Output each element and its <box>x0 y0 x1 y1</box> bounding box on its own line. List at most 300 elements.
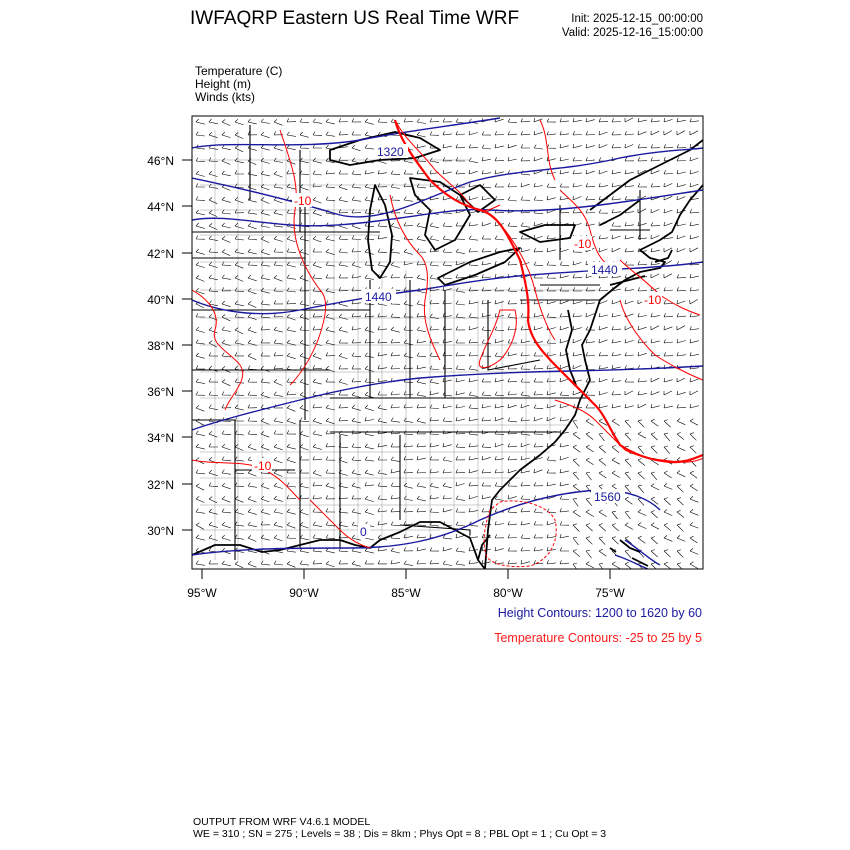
wind-barb <box>248 509 257 514</box>
wind-barb <box>287 314 296 320</box>
wind-barb <box>404 483 413 488</box>
wind-barb <box>300 431 309 437</box>
wind-barb <box>625 262 634 266</box>
wind-barb <box>521 197 530 201</box>
wind-barb <box>469 495 478 499</box>
wind-barb <box>248 145 257 150</box>
wind-barb <box>599 118 608 122</box>
wind-barb <box>261 561 270 565</box>
wind-barb <box>300 456 309 460</box>
wind-barb <box>456 352 465 356</box>
wind-barb <box>547 131 556 135</box>
wind-barb <box>235 340 244 345</box>
wind-barb <box>222 340 231 346</box>
wind-barb <box>651 248 660 252</box>
wind-barb <box>352 418 361 423</box>
wind-barb <box>248 535 256 541</box>
wind-barb <box>274 509 283 514</box>
wind-barb <box>677 131 685 135</box>
wind-barb <box>248 119 257 124</box>
wind-barb <box>404 313 413 317</box>
temperature-contours-legend: Temperature Contours: -25 to 25 by 5 <box>494 631 702 645</box>
wind-barb <box>261 249 270 255</box>
wind-barb <box>339 391 348 395</box>
wind-barb <box>287 522 295 528</box>
wind-barb <box>326 378 335 382</box>
wind-barb <box>573 261 582 265</box>
wind-barb <box>625 196 634 200</box>
wind-barb <box>638 261 647 265</box>
wind-barb <box>300 483 309 488</box>
wind-barb <box>651 131 659 135</box>
wind-barb <box>391 443 400 447</box>
wind-barb <box>430 379 439 384</box>
wind-barb <box>573 498 578 506</box>
wind-barb <box>612 378 621 382</box>
wind-barb <box>274 184 283 189</box>
wind-barb <box>287 495 296 499</box>
wind-barb <box>235 170 244 174</box>
wind-barb <box>586 131 595 135</box>
wind-barb <box>456 274 465 278</box>
wind-barb <box>391 327 400 332</box>
wind-barb <box>560 417 569 421</box>
wind-barb <box>456 131 465 135</box>
wind-barb <box>612 223 621 227</box>
wind-barb <box>638 404 646 408</box>
wind-barb <box>248 288 257 294</box>
wind-barb <box>352 197 361 202</box>
wind-barb <box>391 483 400 487</box>
wind-barb <box>495 483 504 487</box>
wind-barb <box>547 184 556 188</box>
wind-barb <box>560 274 569 278</box>
wind-barb <box>469 378 478 382</box>
wind-barb <box>482 404 491 408</box>
wind-barb <box>274 210 283 215</box>
wind-barb <box>248 379 257 383</box>
wind-barb <box>651 313 660 317</box>
wind-barb <box>443 547 452 551</box>
wind-barb <box>391 548 400 553</box>
wind-barb <box>651 484 659 490</box>
wind-barb <box>339 249 348 253</box>
wind-barb <box>521 431 530 436</box>
wind-barb <box>391 339 400 343</box>
wind-barb <box>443 378 452 382</box>
wind-barb <box>430 326 439 330</box>
wind-barb <box>469 417 478 421</box>
wind-barb <box>352 339 361 343</box>
wind-barb <box>300 236 309 241</box>
wind-barb <box>599 471 606 478</box>
wind-barb <box>339 353 348 359</box>
wind-barb <box>287 249 296 253</box>
wind-barb <box>469 482 478 486</box>
wind-barb <box>209 288 218 292</box>
wind-barb <box>677 196 685 200</box>
wind-barb <box>300 184 308 190</box>
wind-barb <box>222 444 231 450</box>
wind-barb <box>313 275 322 279</box>
wind-barb <box>495 144 504 148</box>
wind-barb <box>430 300 439 304</box>
wind-barb <box>196 171 205 176</box>
wind-barb <box>417 379 426 384</box>
wind-barb <box>690 352 699 356</box>
wind-barb <box>560 170 569 174</box>
wind-barb <box>625 523 633 530</box>
wind-barb <box>391 274 400 278</box>
wind-barb <box>391 249 400 254</box>
lon-label: 75°W <box>595 586 625 600</box>
wind-barb <box>261 483 269 489</box>
wind-barb <box>638 326 647 330</box>
wind-barb <box>196 392 205 396</box>
wind-barb <box>625 248 634 252</box>
wind-barb <box>404 274 413 278</box>
wind-barb <box>196 496 204 502</box>
wind-barb <box>586 170 595 174</box>
wind-barb <box>209 443 218 447</box>
wind-barb <box>209 327 218 333</box>
wind-barb <box>404 508 413 512</box>
wind-barb <box>365 496 374 502</box>
wind-barb <box>469 170 478 174</box>
wind-barb <box>235 457 244 461</box>
wind-barb <box>495 196 504 200</box>
wind-barb <box>300 495 309 499</box>
wind-barb <box>625 365 634 369</box>
wind-barb <box>235 328 243 334</box>
wind-barb <box>482 196 491 200</box>
wind-barb <box>365 482 374 486</box>
wind-barb <box>677 485 683 493</box>
wind-barb <box>222 431 231 435</box>
wind-barb <box>391 508 400 512</box>
wind-barb <box>248 314 257 320</box>
wind-barb <box>313 236 322 242</box>
wind-barb <box>599 549 606 556</box>
wind-barb <box>612 537 619 545</box>
wind-barb <box>677 498 684 506</box>
wind-barb <box>573 339 581 343</box>
wind-barb <box>690 118 699 122</box>
wind-barb <box>209 158 218 162</box>
wind-barb <box>365 275 374 280</box>
wind-barb <box>651 235 659 239</box>
wind-barb <box>482 482 491 486</box>
wind-barb <box>222 120 230 126</box>
wind-barb <box>547 404 556 408</box>
wind-barb <box>196 405 204 411</box>
wind-barb <box>495 456 504 460</box>
wind-barb <box>599 326 608 330</box>
wind-barb <box>313 262 322 268</box>
wind-barb <box>690 562 698 569</box>
wind-barb <box>677 248 685 252</box>
wind-barb <box>365 184 374 189</box>
wind-barb <box>352 470 361 475</box>
wind-barb <box>352 118 361 122</box>
wind-barb <box>196 236 205 240</box>
wind-barb <box>599 433 605 441</box>
wind-barb <box>534 365 543 369</box>
wind-barb <box>651 472 657 480</box>
wind-barb <box>534 157 543 161</box>
wind-barb <box>469 352 478 356</box>
model-info-line2: WE = 310 ; SN = 275 ; Levels = 38 ; Dis = 8km ; Phys Opt = 8 ; PBL Opt = 1 ; Cu Opt = 3 <box>193 828 607 840</box>
wind-barb <box>612 445 619 452</box>
wind-barb <box>469 326 478 330</box>
wind-barb <box>417 275 426 280</box>
wind-barb <box>339 365 348 369</box>
wind-barb <box>664 209 673 213</box>
wind-barb <box>378 508 387 512</box>
wind-barb <box>417 456 426 460</box>
wind-barb <box>326 288 335 293</box>
wind-barb <box>469 196 478 200</box>
wind-barb <box>612 235 621 239</box>
wind-barb <box>352 495 361 499</box>
wind-barb <box>261 496 270 502</box>
wind-barb <box>196 535 205 540</box>
wind-barb <box>261 158 270 163</box>
wind-barb <box>209 560 218 564</box>
wind-barb <box>404 496 413 501</box>
wind-barb <box>391 352 400 356</box>
wind-barb <box>638 352 647 356</box>
wind-barb <box>495 496 504 501</box>
wind-barb <box>248 366 257 370</box>
wind-barb <box>313 535 322 539</box>
wind-barb <box>443 392 452 396</box>
wind-barb <box>677 287 686 291</box>
wind-barb <box>196 509 205 514</box>
wind-barb <box>248 159 256 165</box>
wind-barb <box>599 458 606 465</box>
wind-barb <box>326 197 335 201</box>
wind-barb <box>612 248 620 252</box>
wind-barb <box>573 524 579 532</box>
wind-barb <box>235 522 244 526</box>
wind-barb <box>521 248 530 252</box>
wind-barb <box>196 431 205 436</box>
wind-barb <box>287 327 296 332</box>
wind-barb <box>508 560 517 564</box>
wind-barb <box>274 418 283 423</box>
wind-barb <box>404 171 413 175</box>
wind-barb <box>417 508 426 512</box>
wind-barb <box>547 287 556 291</box>
wind-barb <box>625 144 633 148</box>
wind-barb <box>274 535 283 541</box>
wind-barb <box>638 209 646 213</box>
wind-barb <box>612 144 621 148</box>
wind-barb <box>352 392 361 397</box>
wind-barb <box>391 469 400 473</box>
lat-labels <box>147 154 174 538</box>
wind-barb <box>638 432 646 439</box>
wind-barb <box>664 118 673 122</box>
wind-barb <box>599 248 607 252</box>
wind-barb <box>677 524 683 532</box>
wind-barb <box>235 223 244 229</box>
wind-barb <box>404 404 413 408</box>
wind-barb <box>690 536 698 543</box>
wind-barb <box>521 339 530 343</box>
wind-barb <box>326 535 335 539</box>
wind-barb <box>573 170 582 174</box>
wind-barb <box>456 482 465 486</box>
wind-barb <box>664 274 672 278</box>
wind-barb <box>521 131 530 135</box>
wind-barb <box>417 365 426 369</box>
wind-barb <box>521 118 530 122</box>
wind-barb <box>339 236 348 240</box>
wind-barb <box>248 236 257 240</box>
wind-barb <box>456 522 465 526</box>
wind-barb <box>625 550 631 558</box>
wind-barb <box>651 222 660 226</box>
lat-label: 38°N <box>147 339 174 353</box>
wind-barb <box>430 509 439 513</box>
wind-barb <box>638 222 647 226</box>
wind-barb <box>313 132 322 136</box>
wind-barb <box>430 132 439 136</box>
wind-barb <box>313 444 322 449</box>
wind-barb <box>508 469 517 473</box>
wind-barb <box>573 144 582 148</box>
wind-barb <box>651 118 660 122</box>
wind-barb <box>196 379 205 384</box>
wind-barb <box>690 378 699 382</box>
wind-barb <box>287 275 296 280</box>
wind-barb <box>534 235 543 239</box>
wind-barb <box>573 365 581 369</box>
wind-barb <box>456 119 465 123</box>
wind-barb <box>586 550 592 558</box>
wind-barb <box>443 131 452 135</box>
wind-barb <box>586 392 595 396</box>
wind-barb <box>287 118 296 122</box>
wind-barb <box>612 209 621 213</box>
wind-barb <box>326 262 335 266</box>
lon-labels <box>187 586 625 600</box>
wind-barb <box>690 484 698 491</box>
wind-barb <box>677 326 685 330</box>
wind-barb <box>404 249 413 254</box>
wind-barb <box>443 157 452 161</box>
wind-barb <box>352 287 361 291</box>
wind-barb <box>352 171 361 175</box>
wind-barb <box>248 522 257 527</box>
wind-barb <box>534 391 543 395</box>
wind-barb <box>391 365 400 369</box>
wind-barb <box>196 353 205 358</box>
wind-barb <box>209 497 217 503</box>
wind-barb <box>287 405 295 411</box>
wind-barb <box>339 262 348 267</box>
wind-barb <box>612 183 621 187</box>
wind-barb <box>651 274 659 278</box>
wind-barb <box>339 314 348 319</box>
wind-barb <box>547 470 556 474</box>
wind-barb <box>690 248 698 252</box>
wind-barb <box>222 315 230 321</box>
wind-barb <box>677 339 686 343</box>
wind-barb <box>586 485 592 493</box>
wind-barb <box>573 183 582 187</box>
wind-barb <box>430 223 439 228</box>
wind-barb <box>326 132 335 137</box>
wind-barb <box>612 300 621 304</box>
wind-barb <box>495 560 504 564</box>
wind-barb <box>534 378 543 382</box>
wind-barb <box>664 170 673 174</box>
wind-barb <box>443 144 452 148</box>
wind-barb <box>469 131 478 135</box>
wind-barb <box>313 404 322 408</box>
wind-barb <box>313 158 322 163</box>
wind-barb <box>547 145 556 149</box>
wind-barb <box>352 313 361 317</box>
wind-barb <box>690 131 698 135</box>
wind-barb <box>482 261 491 265</box>
wind-barb <box>222 380 230 386</box>
wind-barb <box>365 392 374 398</box>
wind-barb <box>677 352 686 356</box>
wind-barb <box>326 495 335 499</box>
wind-barb <box>599 287 608 291</box>
wind-barb <box>638 472 645 480</box>
wind-barb <box>287 145 296 150</box>
wind-barb <box>586 300 595 304</box>
wind-barb <box>521 392 530 397</box>
wind-barb <box>391 522 400 526</box>
wind-barb <box>261 237 269 243</box>
wind-barb <box>651 433 658 441</box>
wind-barb <box>495 547 504 551</box>
wind-barb <box>274 300 283 304</box>
wind-barb <box>300 379 309 385</box>
wind-barb <box>664 550 671 558</box>
wind-barb <box>235 133 243 139</box>
wind-barb <box>573 326 582 330</box>
wind-barb <box>456 509 465 513</box>
wind-barb <box>508 548 517 552</box>
wind-barb <box>573 550 580 557</box>
wind-barb <box>222 197 231 202</box>
wind-barb <box>196 366 205 370</box>
wind-barb <box>300 405 308 411</box>
wind-barb <box>469 366 478 371</box>
wind-barb <box>196 340 205 344</box>
wind-barb <box>482 417 491 421</box>
wind-barb <box>521 183 530 187</box>
wind-barb <box>365 417 374 421</box>
wind-barb <box>339 404 348 408</box>
wind-barb <box>560 534 569 538</box>
wind-barb <box>651 404 660 408</box>
wind-barb <box>222 509 231 513</box>
wind-barb <box>521 535 530 539</box>
valid-time: Valid: 2025-12-16_15:00:00 <box>561 27 703 39</box>
wind-barb <box>599 404 608 408</box>
wind-barb <box>651 170 659 174</box>
wind-barb <box>495 339 504 343</box>
wind-barb <box>599 378 608 382</box>
